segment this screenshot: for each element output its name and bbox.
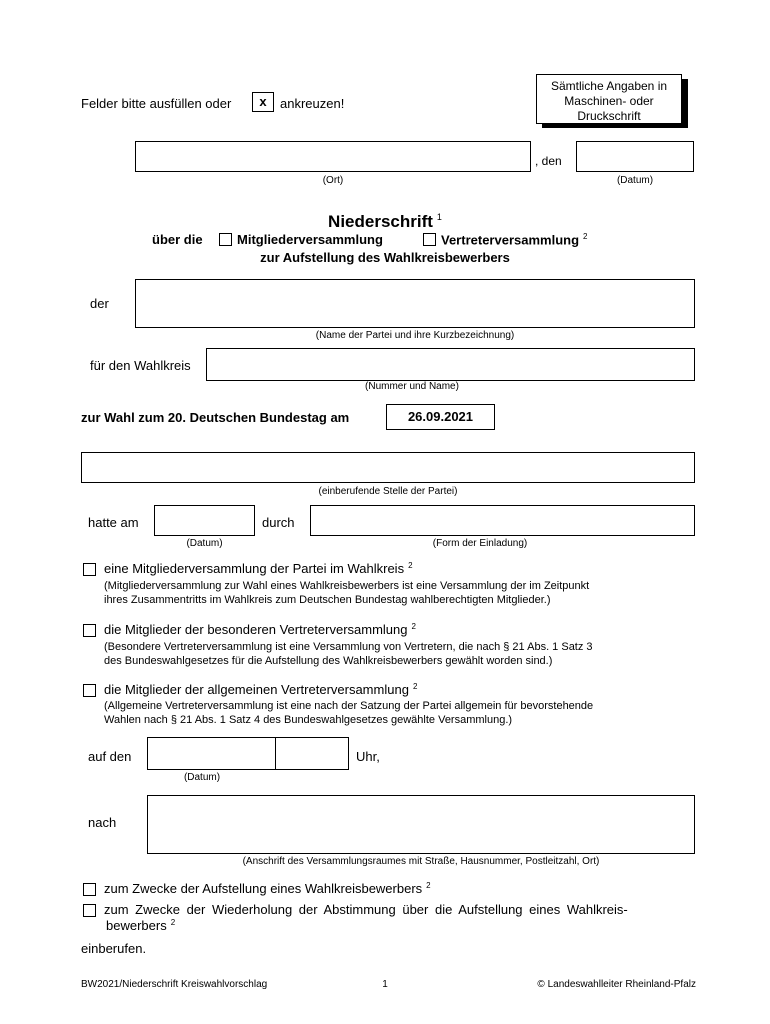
page-title: Niederschrift $^1$ [328,212,442,231]
place-input[interactable] [135,141,531,172]
example-cross-box [252,92,274,112]
constituency-input[interactable] [206,348,695,381]
uhr-label: Uhr, [356,749,380,764]
meeting-date-input[interactable] [147,737,276,770]
footnote-ref: 2 [583,232,588,241]
notice-line: Maschinen- oder [564,94,654,108]
option-special-delegates-checkbox[interactable] [83,624,96,637]
nach-label: nach [88,815,117,830]
footnote-ref: 2 [426,880,431,890]
option-general-delegates-checkbox[interactable] [83,684,96,697]
option-member-assembly-label: eine Mitgliederversammlung der Partei im Wahlkreis $^2$ [104,560,413,576]
title-options-line: über die [152,232,203,247]
option-vertreterversammlung-label: Vertreterversammlung $^2$ [441,232,588,248]
notice-box [536,74,682,124]
date-input[interactable] [576,141,694,172]
purpose-nomination-checkbox[interactable] [83,883,96,896]
constituency-label: für den Wahlkreis [90,358,191,373]
closing-text: einberufen. [81,941,147,956]
date-caption: (Datum) [616,175,654,186]
instruction-post: ankreuzen! [280,96,345,111]
title-subtitle: zur Aufstellung des Wahlkreisbewerbers [260,250,510,265]
hatte-am-label: hatte am [88,515,139,530]
option-special-delegates-note: (Besondere Vertreterversammlung ist eine Versammlung von Vertretern, die nach § 21 Abs. 1 Satz 3 des Bundeswahlgesetzes für die Aufstellung des Wahlkreisbewerbers gewählt worden sind.) [104,641,593,667]
option-mitgliederversammlung-checkbox[interactable] [219,233,232,246]
durch-label: durch [262,515,295,530]
convening-body-input[interactable] [81,452,695,483]
option-vertreterversammlung-checkbox[interactable] [423,233,436,246]
purpose-repeat-vote-checkbox[interactable] [83,904,96,917]
meeting-address-input[interactable] [147,795,695,854]
party-name-input[interactable] [135,279,695,328]
notice-line: Sämtliche Angaben in [550,79,668,93]
footnote-ref: 2 [411,621,416,631]
meeting-address-caption: (Anschrift des Versammlungsraumes mit Straße, Hausnummer, Postleitzahl, Ort) [242,856,600,867]
invitation-date-caption: (Datum) [186,538,223,549]
purpose-nomination-label: zum Zwecke der Aufstellung eines Wahlkreisbewerbers $^2$ [104,880,431,896]
constituency-caption: (Nummer und Name) [365,381,459,392]
notice-line: Druckschrift [577,109,641,123]
meeting-time-input[interactable] [275,737,349,770]
footnote-ref: 2 [412,681,418,691]
footnote-ref: 2 [408,560,413,570]
instruction-text: Felder bitte ausfüllen oder [81,96,232,111]
den-label: , den [535,154,562,168]
purpose-repeat-vote-label: zum Zwecke der Wiederholung der Abstimmung über die Aufstellung eines Wahlkreis- bewerbers $^2$ [104,902,628,933]
election-label: zur Wahl zum 20. Deutschen Bundestag am [81,410,350,425]
page-number: 1 [382,979,388,990]
party-caption: (Name der Partei und ihre Kurzbezeichnung) [315,330,515,341]
fill-instruction [81,96,231,111]
meeting-date-caption: (Datum) [183,772,221,783]
cross-mark: x [259,94,267,109]
option-member-assembly-note: (Mitgliederversammlung zur Wahl eines Wahlkreisbewerbers ist eine Versammlung der im Zeitpunkt ihres Zusammentritts im Wahlkreis zum Deutschen Bundestag wahlberechtigten Mitglieder.) [104,580,590,606]
election-date: 26.09.2021 [386,404,495,430]
footer-left: BW2021/Niederschrift Kreiswahlvorschlag [81,979,268,990]
footer-right: © Landeswahlleiter Rheinland-Pfalz [537,979,696,990]
footnote-ref: 1 [436,212,442,223]
option-member-assembly-checkbox[interactable] [83,563,96,576]
option-mitgliederversammlung-label: Mitgliederversammlung [237,232,383,247]
option-general-delegates-label: die Mitglieder der allgemeinen Vertreterversammlung $^2$ [104,681,418,697]
option-special-delegates-label: die Mitglieder der besonderen Vertreterversammlung $^2$ [104,621,416,637]
auf-den-label: auf den [88,749,132,764]
party-label: der [90,296,109,311]
invitation-date-input[interactable] [154,505,255,536]
place-caption: (Ort) [322,175,344,186]
footnote-ref: 2 [170,917,176,927]
invitation-form-input[interactable] [310,505,695,536]
option-general-delegates-note: (Allgemeine Vertreterversammlung ist eine nach der Satzung der Partei allgemein für bevorstehende Wahlen nach § 21 Abs. 1 Satz 4 des Bundeswahlgesetzes gewählte Versammlung.) [104,700,594,726]
convening-body-caption: (einberufende Stelle der Partei) [318,486,458,497]
invitation-form-caption: (Form der Einladung) [432,538,528,549]
